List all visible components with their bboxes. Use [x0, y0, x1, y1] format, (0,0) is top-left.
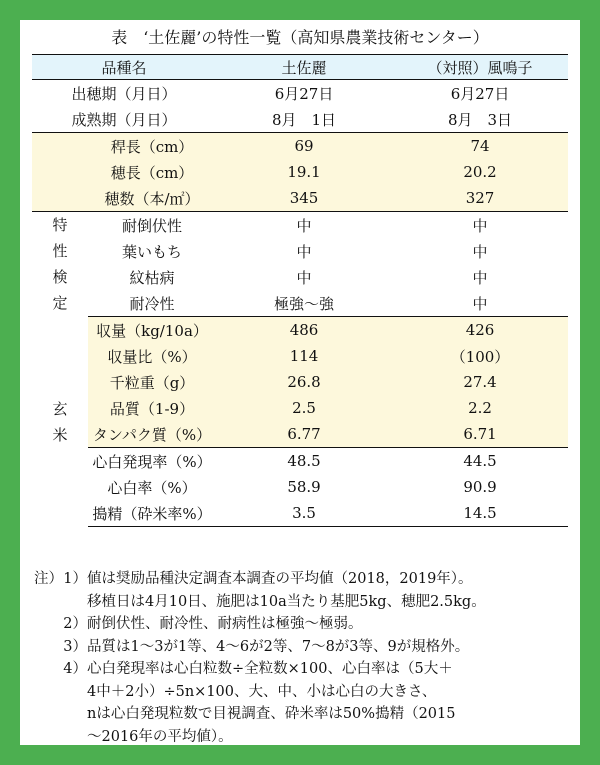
side-label-trait-test: 特 性 検 定 [52, 216, 68, 313]
value-a: 26.8 [216, 369, 392, 395]
value-b: 74 [392, 133, 568, 160]
note-number: 2） [63, 616, 87, 632]
header-item: 品種名 [32, 55, 216, 80]
table-row [32, 421, 568, 448]
table-row [32, 395, 568, 421]
value-b: 14.5 [392, 500, 568, 527]
characteristics-table [32, 54, 568, 527]
note-number: 4） [63, 661, 87, 677]
table-title: 表 ‘土佐麗’の特性一覧（高知県農業技術センター） [111, 28, 489, 47]
header-row [32, 55, 568, 80]
value-b: 20.2 [392, 159, 568, 185]
value-b: 90.9 [463, 478, 497, 496]
value-a: 345 [216, 185, 392, 212]
row-label: 稈長（cm） [88, 133, 216, 160]
value-b: （100） [392, 343, 568, 369]
row-label: 耐倒伏性 [122, 216, 183, 235]
row-label: 心白率（%） [107, 478, 197, 497]
note-text: 耐倒伏性、耐冷性、耐病性は極強～極弱。 [87, 616, 363, 632]
row-label: 収量（kg/10a） [88, 317, 216, 344]
note-3 [34, 636, 574, 659]
value-a: 58.9 [287, 478, 321, 496]
value-a: 3.5 [216, 500, 392, 527]
value-b: 426 [392, 317, 568, 344]
table-row [32, 500, 568, 527]
note-text: 値は奨励品種決定調査本調査の平均値（2018，2019年）。 [87, 571, 473, 587]
note-text: ～2016年の平均値）。 [87, 728, 233, 745]
table-row [32, 212, 568, 239]
row-label: 紋枯病 [129, 268, 175, 287]
row-label: タンパク質（%） [88, 421, 216, 448]
value-a: 中 [296, 216, 312, 235]
value-b: 327 [392, 185, 568, 212]
table-row [32, 369, 568, 395]
table-row [32, 106, 568, 133]
value-a: 中 [296, 242, 312, 261]
table-row [32, 238, 568, 264]
note-number: 3） [63, 638, 87, 655]
table-row [32, 317, 568, 344]
value-a: 114 [216, 343, 392, 369]
value-b: 2.2 [392, 395, 568, 421]
note-text: 品質は1～3が1等、4～6が2等、7～8が3等、9が規格外。 [87, 638, 470, 655]
table-row [32, 133, 568, 160]
header-variety-b: （対照）風鳴子 [392, 55, 568, 80]
value-a: 19.1 [216, 159, 392, 185]
side-label-brown-rice: 玄 米 [52, 399, 68, 444]
row-label: 千粒重（g） [88, 369, 216, 395]
value-b: 中 [472, 216, 488, 235]
table-row [32, 290, 568, 317]
value-a: 6月27日 [274, 84, 334, 103]
note-text: nは心白発現粒数で目視調査、砕米率は50%搗精（2015 [87, 706, 456, 722]
table-row [32, 80, 568, 107]
table-row [32, 448, 568, 475]
value-b: 6月27日 [450, 84, 510, 103]
row-label: 成熟期（月日） [32, 106, 216, 133]
value-b: 中 [472, 268, 488, 287]
row-label: 収量比（%） [88, 343, 216, 369]
value-a: 6.77 [216, 421, 392, 448]
footnotes [34, 568, 574, 748]
note-1 [34, 568, 574, 591]
table-row [32, 474, 568, 500]
value-b: 中 [472, 242, 488, 261]
value-a: 極強～強 [216, 290, 392, 317]
row-label: 葉いもち [122, 242, 183, 261]
table-row [32, 264, 568, 290]
value-a: 69 [216, 133, 392, 160]
table-row [32, 159, 568, 185]
note-2 [34, 613, 574, 636]
notes-prefix: 注） [34, 571, 63, 587]
note-text: 移植日は4月10日、施肥は10a当たり基肥5kg、穂肥2.5kg。 [87, 593, 486, 610]
document-card [20, 20, 580, 745]
row-label: 搗精（砕米率%） [88, 500, 216, 527]
value-a: 8月 1日 [216, 106, 392, 133]
row-label: 耐冷性 [88, 290, 216, 317]
note-text: 4中＋2小）÷5n×100、大、中、小は心白の大きさ、 [87, 683, 437, 700]
row-label: 穂長（cm） [88, 159, 216, 185]
value-a: 2.5 [216, 395, 392, 421]
row-label: 品質（1-9） [88, 395, 216, 421]
note-text: 心白発現率は心白粒数÷全粒数×100、心白率は（5大＋ [87, 661, 453, 677]
value-b: 44.5 [392, 448, 568, 475]
value-b: 6.71 [392, 421, 568, 448]
row-label: 心白発現率（%） [88, 448, 216, 475]
row-label: 出穂期（月日） [71, 84, 177, 103]
row-label: 穂数（本/㎡） [88, 185, 216, 212]
value-a: 486 [216, 317, 392, 344]
header-variety-a: 土佐麗 [216, 55, 392, 80]
value-b: 中 [392, 290, 568, 317]
note-4 [34, 658, 574, 681]
value-a: 48.5 [216, 448, 392, 475]
value-b: 27.4 [392, 369, 568, 395]
value-b: 8月 3日 [392, 106, 568, 133]
table-row [32, 343, 568, 369]
value-a: 中 [296, 268, 312, 287]
note-number: 1） [63, 571, 87, 587]
table-row [32, 185, 568, 212]
